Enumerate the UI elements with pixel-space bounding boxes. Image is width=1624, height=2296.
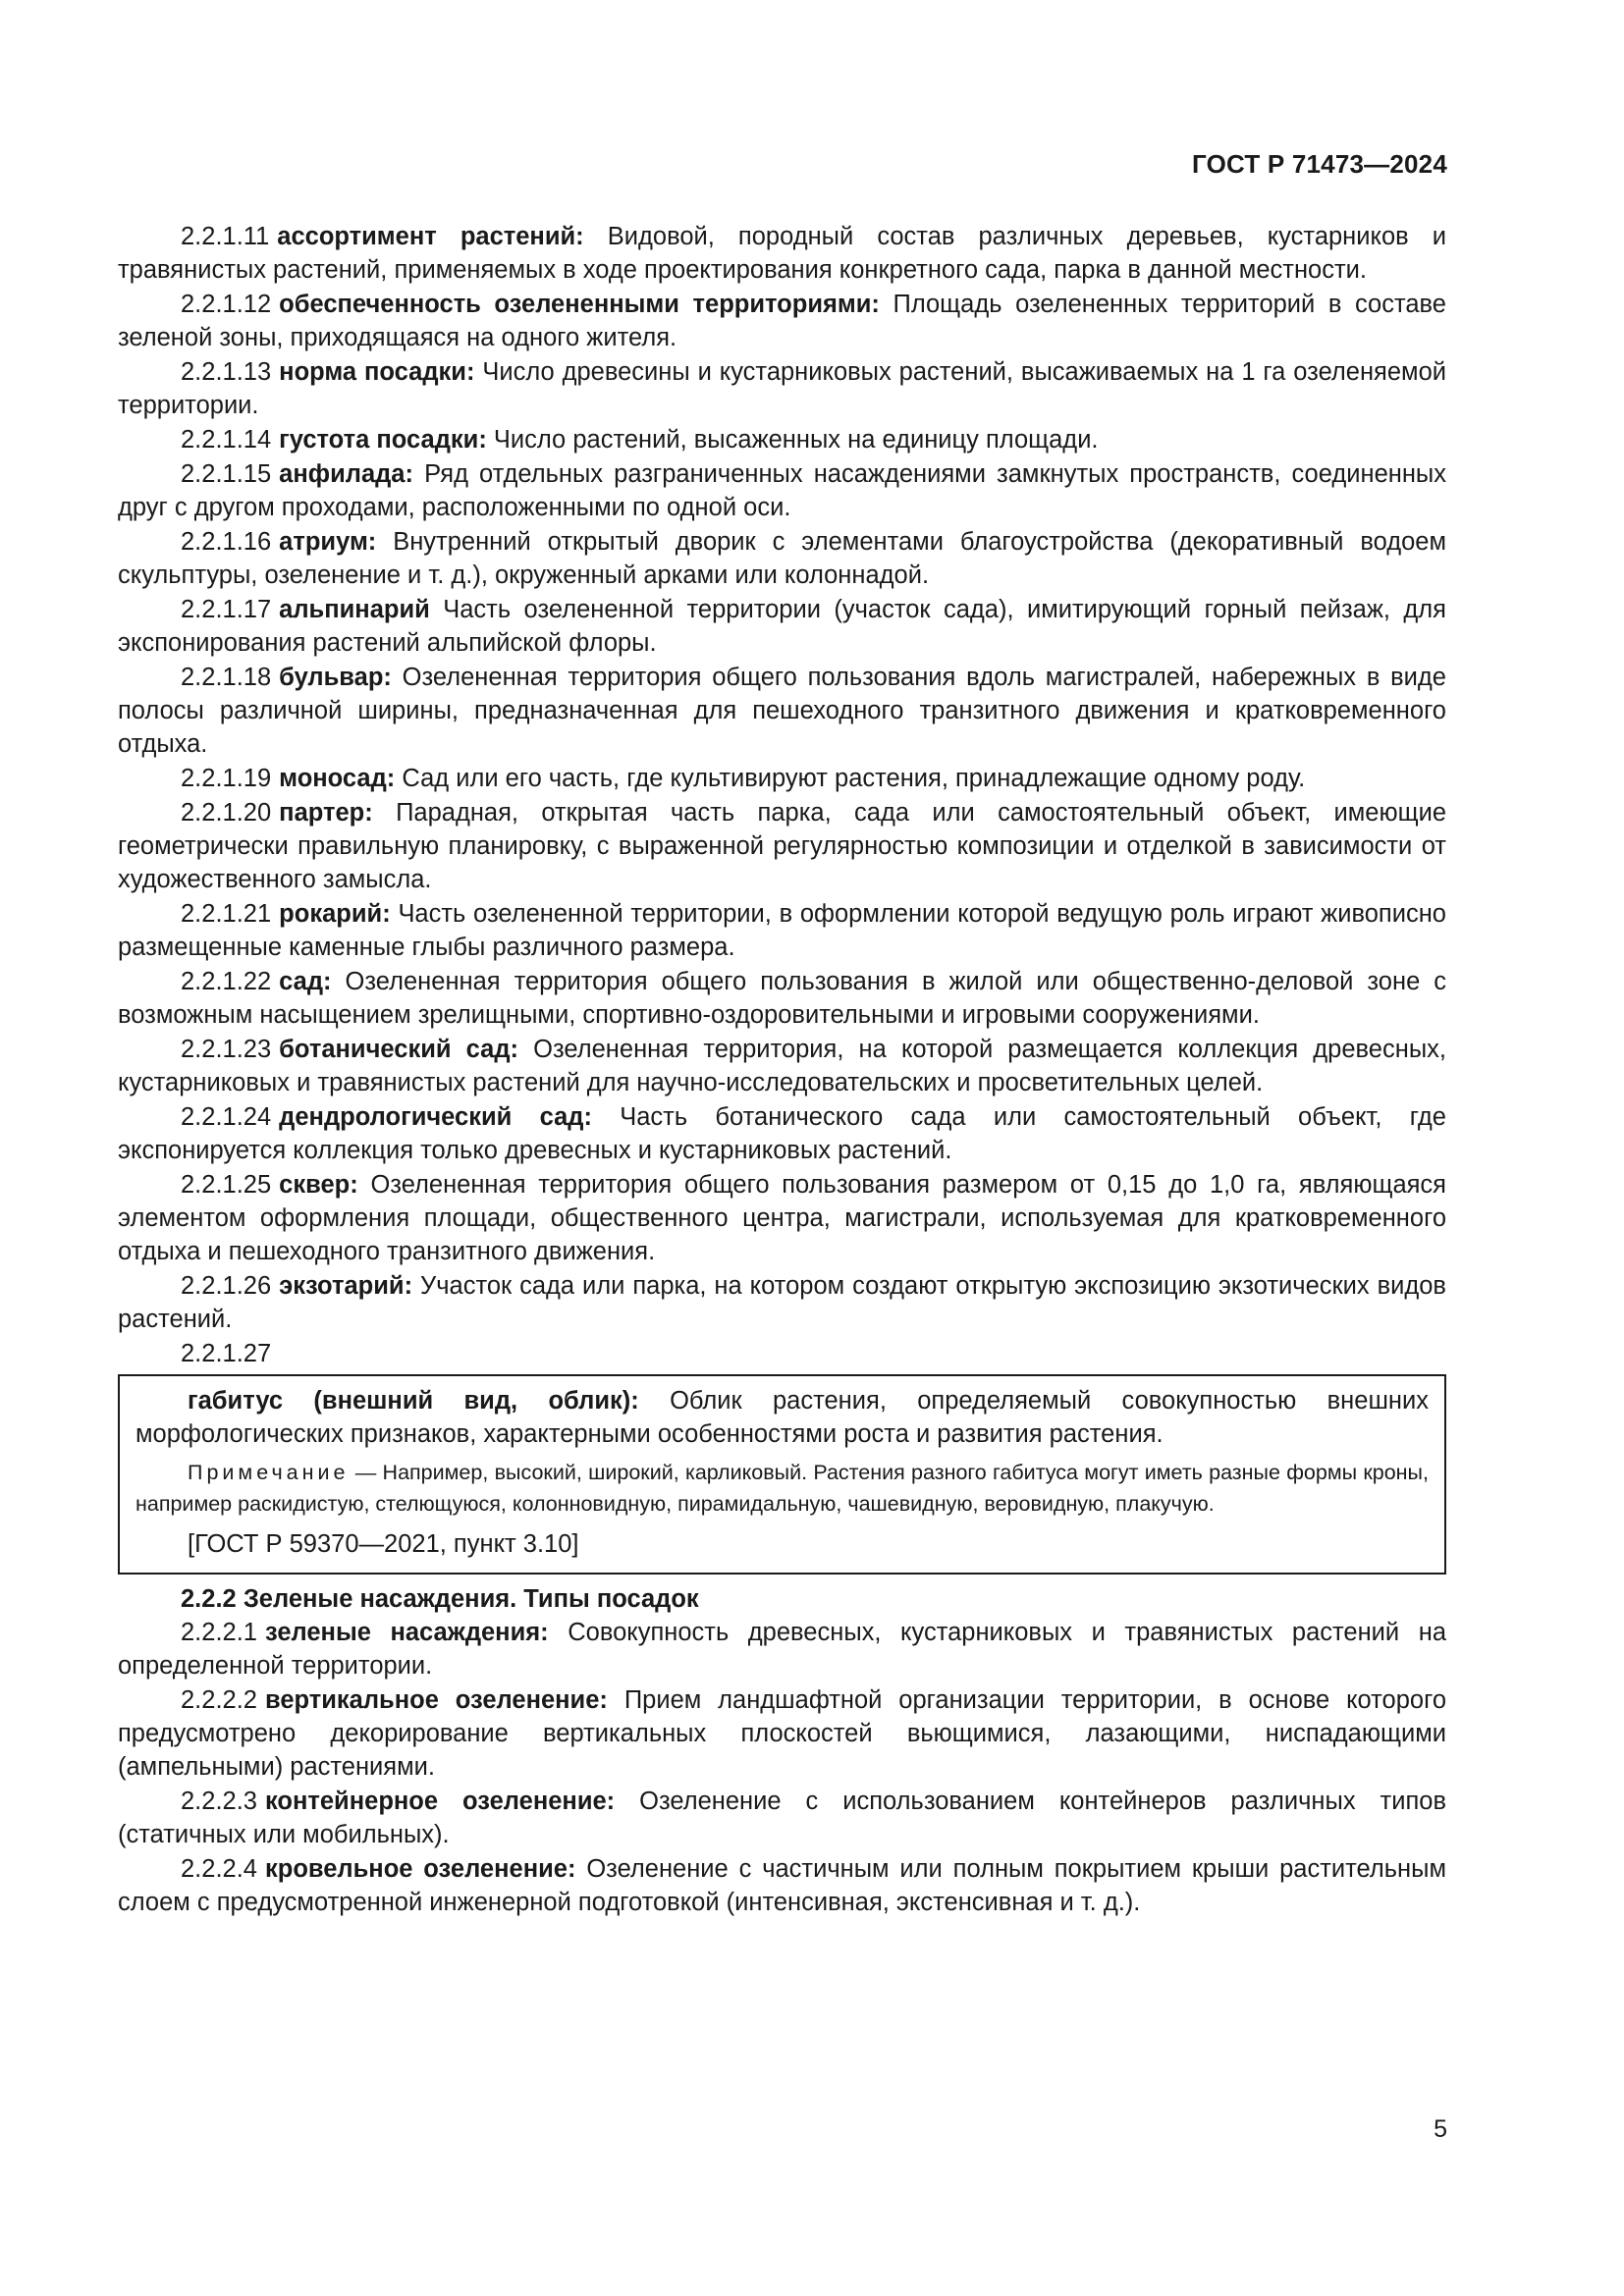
- entry-definition: Озелененная территория общего пользования размером от 0,15 до 1,0 га, являющаяся элементом оформления площади, общественного центра, магистрали, используемая для кратковременного отдыха и пешеходного транзитного движения.: [118, 1171, 1446, 1265]
- entry-definition: Число древесины и кустарниковых растений, высаживаемых на 1 га озеленяемой территории.: [118, 358, 1446, 419]
- entry-number: 2.2.1.21: [181, 900, 272, 928]
- planting-definition-entry: [118, 1785, 1446, 1851]
- planting-definition-entry: [118, 1852, 1446, 1919]
- definition-entry: [118, 457, 1446, 524]
- definition-entry: [118, 525, 1446, 592]
- entry-definition: Число растений, высаженных на единицу площади.: [493, 426, 1099, 454]
- definition-entry: [118, 355, 1446, 422]
- section-title: Зеленые насаждения. Типы посадок: [243, 1585, 699, 1613]
- entry-term: альпинарий: [279, 596, 430, 623]
- entry-number: 2.2.2.2: [181, 1686, 257, 1714]
- entry-number: 2.2.1.19: [181, 765, 272, 792]
- entry-definition: Озелененная территория, на которой размещается коллекция древесных, кустарниковых и травянистых растений для научно-исследовательских и просветительных целей.: [118, 1036, 1446, 1096]
- entry-term: норма посадки:: [279, 358, 475, 386]
- entry-number: 2.2.1.11: [181, 223, 270, 250]
- definitions-list-2: [118, 1616, 1446, 1919]
- entry-number: 2.2.1.23: [181, 1036, 272, 1063]
- entry-number: 2.2.1.16: [181, 528, 272, 556]
- definition-entry: [118, 1269, 1446, 1336]
- entry-number: 2.2.1.26: [181, 1272, 272, 1300]
- entry-number: 2.2.2.1: [181, 1619, 257, 1646]
- entry-term: бульвар:: [279, 664, 392, 691]
- quoted-definition-box: [118, 1374, 1446, 1575]
- entry-term: анфилада:: [279, 460, 413, 488]
- entry-term: сад:: [279, 968, 332, 995]
- entry-definition: Часть ботанического сада или самостоятельный объект, где экспонируется коллекция только древесных и кустарниковых растений.: [118, 1103, 1446, 1164]
- entry-term: густота посадки:: [279, 426, 487, 454]
- definition-entry: [118, 1168, 1446, 1268]
- section-heading: [118, 1582, 1446, 1616]
- entry-definition: Участок сада или парка, на котором создают открытую экспозицию экзотических видов растений.: [118, 1272, 1446, 1333]
- entry-definition: Озеленение с использованием контейнеров различных типов (статичных или мобильных).: [118, 1788, 1446, 1848]
- entry-definition: Прием ландшафтной организации территории, в основе которого предусмотрено декорирование вертикальных плоскостей вьющимися, лазающими, ниспадающими (ампельными) растениями.: [118, 1686, 1447, 1781]
- entry-term: обеспеченность озелененными территориями:: [279, 291, 880, 318]
- box-term: габитус (внешний вид, облик):: [188, 1387, 639, 1415]
- entry-term: партер:: [279, 799, 373, 827]
- entry-term: рокарий:: [279, 900, 391, 928]
- box-definition-text: Облик растения, определяемый совокупностью внешних морфологических признаков, характерными особенностями роста и развития растения.: [135, 1387, 1429, 1448]
- entry-number: 2.2.1.20: [181, 799, 272, 827]
- entry-definition: Озелененная территория общего пользования в жилой или общественно-деловой зоне с возможным насыщением зрелищными, спортивно-оздоровительными и игровыми сооружениями.: [118, 968, 1446, 1029]
- entry-number: 2.2.1.12: [181, 291, 272, 318]
- entry-definition: Сад или его часть, где культивируют растения, принадлежащие одному роду.: [402, 765, 1306, 792]
- definition-entry: [118, 897, 1446, 964]
- definition-entry: [118, 796, 1446, 896]
- box-note: [135, 1457, 1429, 1520]
- entry-term: дендрологический сад:: [279, 1103, 592, 1131]
- entry-definition: Внутренний открытый дворик с элементами благоустройства (декоративный водоем скульптуры, озеленение и т. д.), окруженный арками или колоннадой.: [118, 528, 1446, 589]
- entry-definition: Совокупность древесных, кустарниковых и травянистых растений на определенной территории.: [118, 1619, 1446, 1680]
- entry-term: атриум:: [279, 528, 377, 556]
- page-number: 5: [1434, 2115, 1447, 2143]
- definition-entry: [118, 593, 1446, 660]
- entry-definition: Видовой, породный состав различных деревьев, кустарников и травянистых растений, применяемых в ходе проектирования конкретного сада, парка в данной местности.: [118, 223, 1446, 284]
- entry-number: 2.2.1.24: [181, 1103, 272, 1131]
- entry-definition: Часть озелененной территории, в оформлении которой ведущую роль играют живописно размещенные каменные глыбы различного размера.: [118, 900, 1446, 961]
- entry-term: зеленые насаждения:: [264, 1619, 549, 1646]
- entry-definition: Озеленение с частичным или полным покрытием крыши растительным слоем с предусмотренной инженерной подготовкой (интенсивная, экстенсивная и т. д.).: [118, 1855, 1446, 1916]
- entry-number: 2.2.2.4: [181, 1855, 257, 1883]
- definition-entry: [118, 220, 1446, 287]
- definition-entry: [118, 965, 1446, 1032]
- entry-number: 2.2.1.27: [181, 1340, 272, 1367]
- entry-term: кровельное озеленение:: [264, 1855, 576, 1883]
- entry-number: 2.2.1.14: [181, 426, 272, 454]
- entry-definition: Озелененная территория общего пользования вдоль магистралей, набережных в виде полосы различной ширины, предназначенная для пешеходного транзитного движения и кратковременного отдыха.: [118, 664, 1446, 758]
- entry-number: 2.2.1.13: [181, 358, 272, 386]
- box-source-reference: [ГОСТ Р 59370—2021, пункт 3.10]: [188, 1530, 579, 1558]
- entry-term: контейнерное озеленение:: [264, 1788, 616, 1815]
- entry-number: 2.2.1.17: [181, 596, 272, 623]
- note-text: — Например, высокий, широкий, карликовый. Растения разного габитуса могут иметь разные формы кроны, например раскидистую, стелющуюся, колонновидную, пирамидальную, чашевидную, веровидную, плакучую.: [135, 1461, 1429, 1516]
- definition-entry: [118, 1100, 1446, 1167]
- entry-number: 2.2.2.3: [181, 1788, 257, 1815]
- entry-term: вертикальное озеленение:: [264, 1686, 608, 1714]
- entry-term: моносад:: [279, 765, 396, 792]
- definition-entry: [118, 762, 1446, 795]
- entry-definition: Ряд отдельных разграниченных насаждениями замкнутых пространств, соединенных друг с другом проходами, расположенными по одной оси.: [118, 460, 1446, 521]
- entry-definition: Площадь озелененных территорий в составе зеленой зоны, приходящаяся на одного жителя.: [118, 291, 1446, 351]
- section-number: 2.2.2: [181, 1585, 237, 1613]
- document-body: [118, 220, 1446, 1920]
- entry-term: ботанический сад:: [279, 1036, 519, 1063]
- entry-number: 2.2.1.25: [181, 1171, 272, 1199]
- entry-term: сквер:: [279, 1171, 358, 1199]
- entry-definition: Парадная, открытая часть парка, сада или самостоятельный объект, имеющие геометрически правильную планировку, с выраженной регулярностью композиции и отделкой в зависимости от художественного замысла.: [118, 799, 1446, 893]
- entry-definition: Часть озелененной территории (участок сада), имитирующий горный пейзаж, для экспонирования растений альпийской флоры.: [118, 596, 1446, 657]
- entry-number: 2.2.1.22: [181, 968, 272, 995]
- definitions-list-1: [118, 220, 1446, 1336]
- entry-number: 2.2.1.18: [181, 664, 272, 691]
- note-label: Примечание: [188, 1461, 350, 1484]
- box-definition: [135, 1384, 1429, 1451]
- definition-entry-27: [118, 1337, 1446, 1370]
- entry-number: 2.2.1.15: [181, 460, 272, 488]
- definition-entry: [118, 1033, 1446, 1099]
- document-header: ГОСТ Р 71473—2024: [1192, 149, 1447, 179]
- definition-entry: [118, 423, 1446, 456]
- planting-definition-entry: [118, 1683, 1446, 1784]
- definition-entry: [118, 288, 1446, 354]
- definition-entry: [118, 661, 1446, 761]
- entry-term: ассортимент растений:: [277, 223, 584, 250]
- entry-term: экзотарий:: [279, 1272, 413, 1300]
- planting-definition-entry: [118, 1616, 1446, 1682]
